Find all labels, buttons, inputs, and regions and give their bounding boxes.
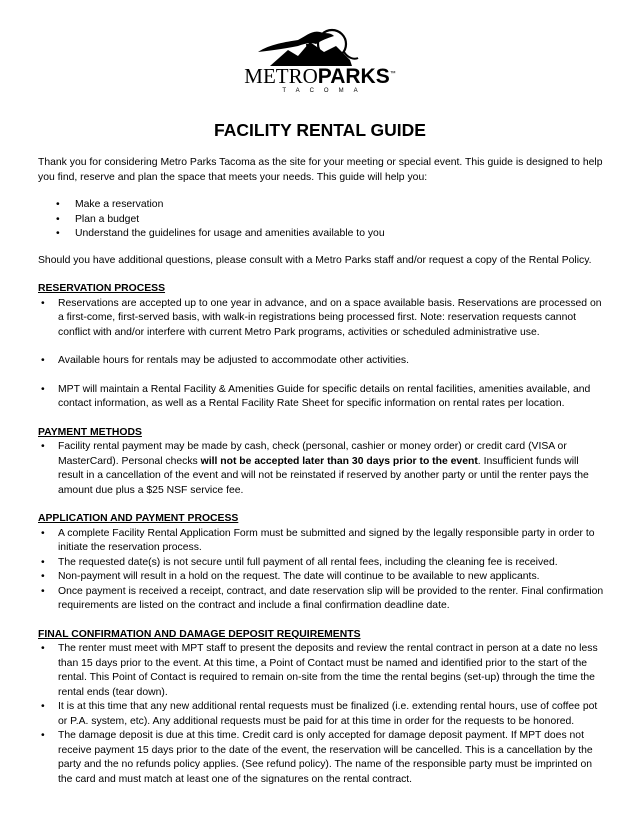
document-body [38, 156, 604, 787]
payment-heading: PAYMENT METHODS [38, 426, 142, 438]
list-item: • Understand the guidelines for usage and amenities available to you [75, 227, 604, 242]
application-list [38, 527, 604, 614]
payment-text-end: . Insufficient funds will result in a cancellation of the event and will not be reinstated if reserved by another party or until the renter pays the amount due plus a $25 NSF service fee. [58, 455, 589, 496]
logo-parks: PARKS [317, 65, 390, 88]
list-item: • MPT will maintain a Rental Facility & Amenities Guide for specific details on rental facilities, amenities available, and contact information, as well as a Rental Facility Rate Sheet for specific information on rental rates per location. [58, 383, 604, 412]
final-list [38, 642, 604, 787]
list-item: • Reservations are accepted up to one year in advance, and on a space available basis. Reservations are processed on a first-come, first-served basis, with walk-in registrations being processed first. Note: reservation requests cannot conflict with and/or interfere with current Metro Park programs, activities or scheduled administrative use. [58, 297, 604, 341]
logo-trademark: ™ [389, 71, 396, 77]
payment-text-start: Facility rental payment may be made by cash, check (personal, cashier or money order) or credit card (VISA or MasterCard). Personal checks [58, 441, 567, 467]
intro-paragraph: Thank you for considering Metro Parks Tacoma as the site for your meeting or special event. This guide is designed to help you find, reserve and plan the space that meets your needs. This guide will help you: [38, 157, 603, 183]
list-item [58, 440, 604, 498]
list-item: • Plan a budget [75, 213, 604, 228]
list-item: • The damage deposit is due at this time. Credit card is only accepted for damage deposit payment. If MPT does not receive payment 15 days prior to the date of the event, the reservation will be cancelled. This is a cancellation by the party and the no refunds policy applies. (See refund policy). The name of the responsible party must be imprinted on the card and must match at least one of the signatures on the rental contract. [58, 729, 604, 787]
list-item: • Once payment is received a receipt, contract, and date reservation slip will be provided to the renter. Final confirmation requirements are listed on the contract and include a final confirmation deadline date. [58, 585, 604, 614]
payment-text-bold: will not be accepted later than 30 days prior to the event [200, 455, 478, 467]
list-item: • Make a reservation [75, 198, 604, 213]
logo-wordmark [240, 64, 400, 89]
reservation-heading: RESERVATION PROCESS [38, 283, 166, 294]
list-item: • It is at this time that any new additional rental requests must be finalized (i.e. extending rental hours, use of coffee pot or P.A. system, etc). Any additional requests must be paid for at this time in order for the requests to be honored. [58, 700, 604, 729]
application-heading: APPLICATION AND PAYMENT PROCESS [38, 513, 239, 524]
intro-list [38, 198, 604, 242]
page-title: FACILITY RENTAL GUIDE [214, 120, 426, 140]
logo-city: TACOMA [282, 88, 368, 94]
list-item: • The renter must meet with MPT staff to present the deposits and review the rental contract in person at a date no less than 15 days prior to the event. At this time, a Point of Contact must be named and identified prior to the start of the rental. This Point of Contact is required to remain on-site from the time the rental begins (set-up) through the time the rental ends (tear down). [58, 642, 604, 700]
metro-parks-logo [240, 22, 400, 100]
logo-metro: METRO [244, 64, 318, 88]
list-item: • A complete Facility Rental Application Form must be submitted and signed by the legally responsible party in order to initiate the reservation process. [58, 527, 604, 556]
list-item: • Non-payment will result in a hold on the request. The date will continue to be available to new applicants. [58, 570, 604, 585]
payment-list [38, 440, 604, 498]
reservation-list [38, 297, 604, 412]
list-item: • The requested date(s) is not secure until full payment of all rental fees, including the cleaning fee is received. [58, 556, 604, 571]
list-item: • Available hours for rentals may be adjusted to accommodate other activities. [58, 354, 604, 369]
questions-paragraph: Should you have additional questions, please consult with a Metro Parks staff and/or request a copy of the Rental Policy. [38, 254, 592, 266]
final-heading: FINAL CONFIRMATION AND DAMAGE DEPOSIT REQUIREMENTS [38, 628, 361, 640]
